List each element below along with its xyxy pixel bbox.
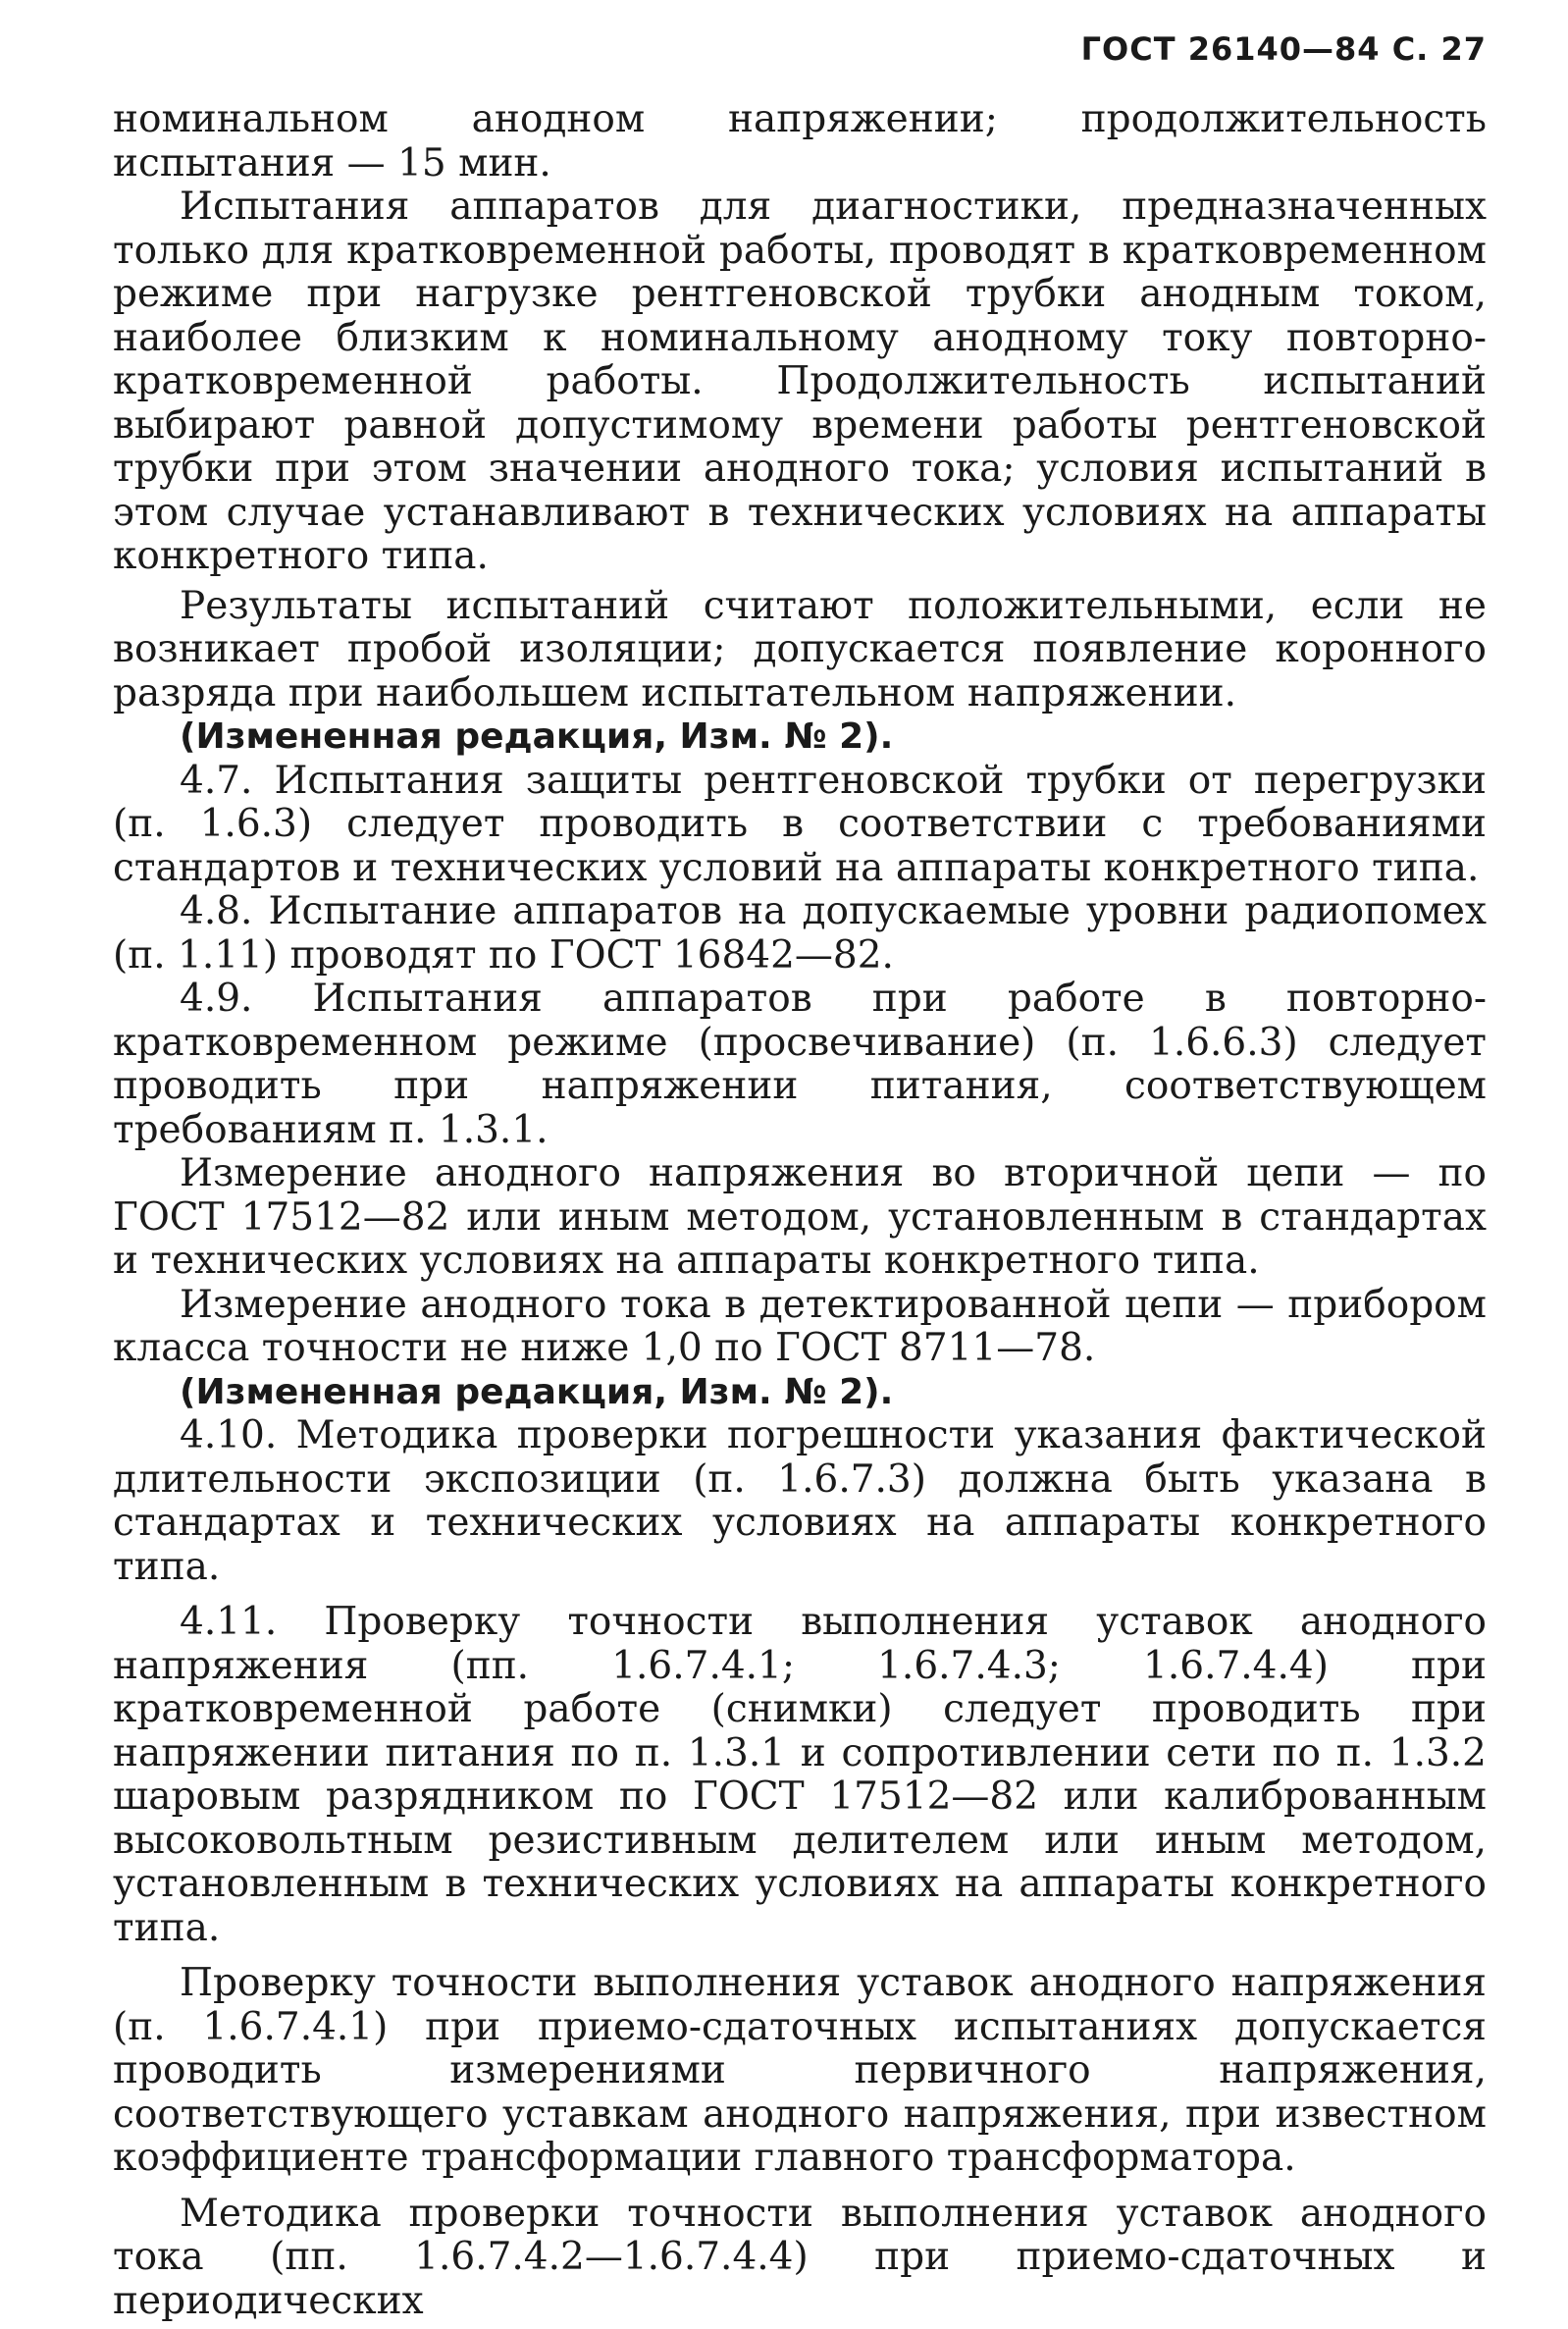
page-header: ГОСТ 26140—84 С. 27: [1080, 30, 1487, 68]
amendment-note: (Измененная редакция, Изм. № 2).: [180, 716, 894, 757]
amendment-note: (Измененная редакция, Изм. № 2).: [180, 1371, 894, 1412]
section-4-8: 4.8. Испытание аппаратов на допускаемые уровни радиопомех (п. 1.11) проводят по ГОСТ 16842—82.: [113, 889, 1487, 978]
paragraph-acceptance-tests: Проверку точности выполнения уставок анодного напряжения (п. 1.6.7.4.1) при приемо-сдаточных испытаниях допускается проводить измерениями первичного напряжения, соответствующего уставкам анодного напряжения, при известном коэффициенте трансформации главного трансформатора.: [113, 1961, 1487, 2180]
section-4-10: 4.10. Методика проверки погрешности указания фактической длительности экспозиции (п. 1.6.7.3) должна быть указана в стандартах и технических условиях на аппараты конкретного типа.: [113, 1413, 1487, 1589]
paragraph-anode-current-measurement: Измерение анодного тока в детектированной цепи — прибором класса точности не ниже 1,0 по ГОСТ 8711—78.: [113, 1282, 1487, 1370]
paragraph-diagnostic-tests: Испытания аппаратов для диагностики, предназначенных только для кратковременной работы, проводят в кратковременном режиме при нагрузке рентгеновской трубки анодным током, наиболее близким к номинальному анодному току повторно-кратковременной работы. Продолжительность испытаний выбирают равной допустимому времени работы рентгеновской трубки при этом значении анодного тока; условия испытаний в этом случае устанавливают в технических условиях на аппараты конкретного типа.: [113, 185, 1487, 578]
document-body: [113, 98, 1487, 2323]
section-4-7: 4.7. Испытания защиты рентгеновской трубки от перегрузки (п. 1.6.3) следует проводить в соответствии с требованиями стандартов и технических условий на аппараты конкретного типа.: [113, 758, 1487, 890]
section-4-9: 4.9. Испытания аппаратов при работе в повторно-кратковременном режиме (просвечивание) (п. 1.6.6.3) следует проводить при напряжении питания, соответствующем требованиям п. 1.3.1.: [113, 977, 1487, 1152]
section-4-11: 4.11. Проверку точности выполнения уставок анодного напряжения (пп. 1.6.7.4.1; 1.6.7.4.3; 1.6.7.4.4) при кратковременной работе (снимки) следует проводить при напряжении питания по п. 1.3.1 и сопротивлении сети по п. 1.3.2 шаровым разрядником по ГОСТ 17512—82 или калиброванным высоковольтным резистивным делителем или иным методом, установленным в технических условиях на аппараты конкретного типа.: [113, 1600, 1487, 1950]
paragraph-anode-current-method: Методика проверки точности выполнения уставок анодного тока (пп. 1.6.7.4.2—1.6.7.4.4) при приемо-сдаточных и периодических: [113, 2191, 1487, 2323]
paragraph-anode-voltage-measurement: Измерение анодного напряжения во вторичной цепи — по ГОСТ 17512—82 или иным методом, установленным в стандартах и технических условиях на аппараты конкретного типа.: [113, 1151, 1487, 1283]
paragraph-test-results: Результаты испытаний считают положительными, если не возникает пробой изоляции; допускается появление коронного разряда при наибольшем испытательном напряжении.: [113, 583, 1487, 715]
paragraph-continuation: номинальном анодном напряжении; продолжительность испытания — 15 мин.: [113, 97, 1487, 185]
document-page: [113, 20, 1487, 2323]
